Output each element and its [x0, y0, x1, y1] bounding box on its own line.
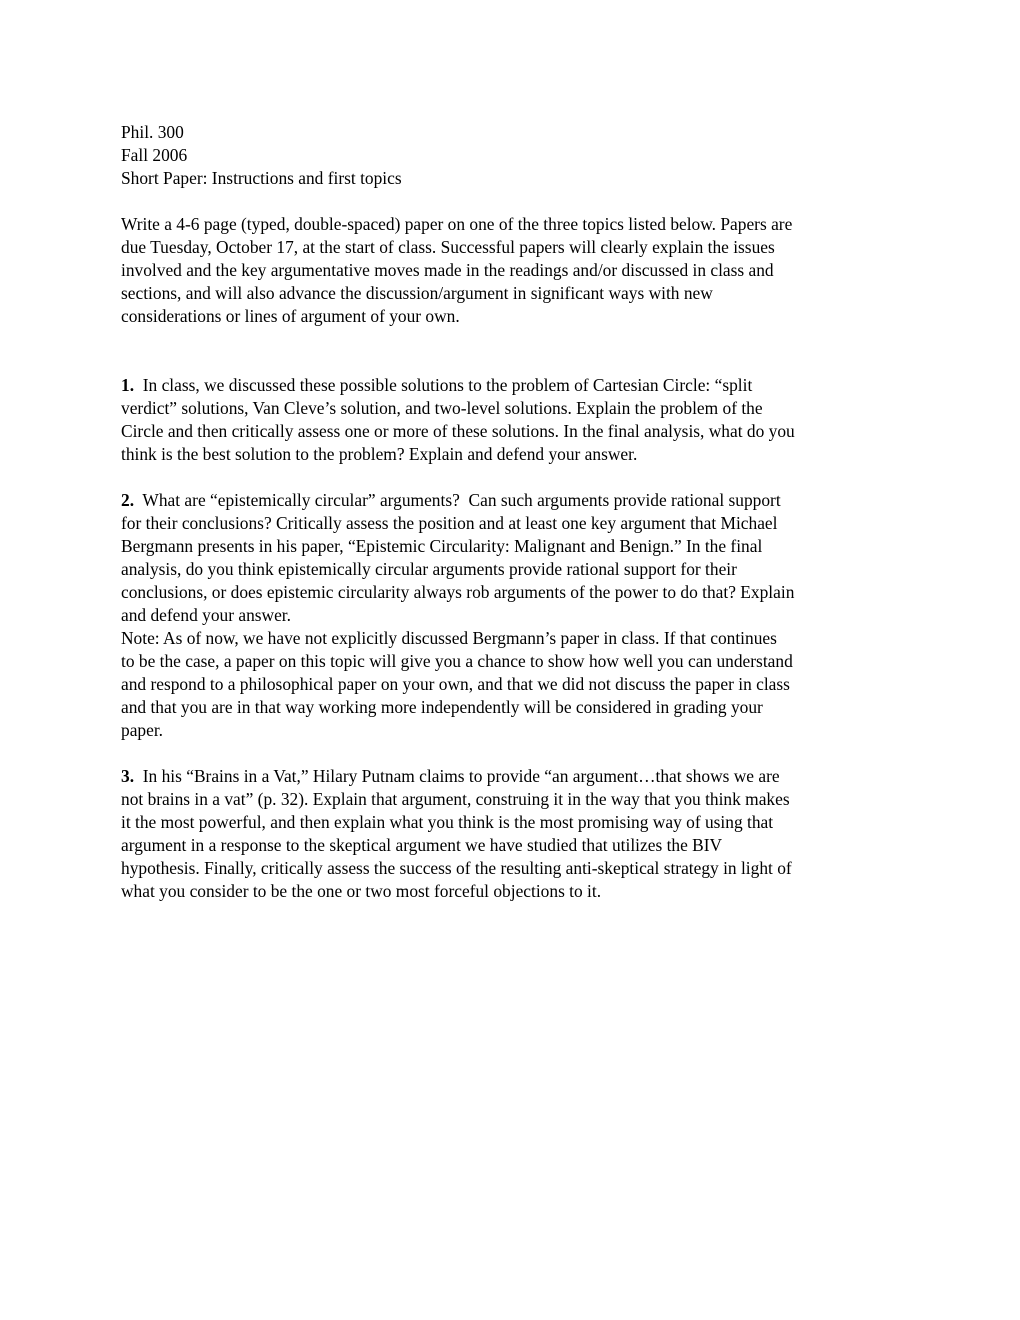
topic-number: 2. [121, 490, 135, 510]
note-line: and that you are in that way working more independently will be considered in grading your [121, 697, 763, 717]
topic-line: what you consider to be the one or two most forceful objections to it. [121, 881, 602, 901]
topic-number: 3. [121, 766, 135, 786]
topic-line: for their conclusions? Critically assess the position and at least one key argument that Michael [121, 513, 778, 533]
topic-line: hypothesis. Finally, critically assess the success of the resulting anti-skeptical strategy in light of [121, 858, 792, 878]
topic-line-text: In class, we discussed these possible solutions to the problem of Cartesian Circle: “split [134, 375, 753, 395]
topic-first-line [121, 765, 911, 788]
topic-line: argument in a response to the skeptical argument we have studied that utilizes the BIV [121, 835, 723, 855]
note-line: Note: As of now, we have not explicitly discussed Bergmann’s paper in class. If that continues [121, 628, 777, 648]
intro-line: sections, and will also advance the discussion/argument in significant ways with new [121, 283, 713, 303]
topic-line: Bergmann presents in his paper, “Epistemic Circularity: Malignant and Benign.” In the final [121, 536, 763, 556]
note-line: and respond to a philosophical paper on your own, and that we did not discuss the paper in class [121, 674, 790, 694]
intro-line: involved and the key argumentative moves made in the readings and/or discussed in class and [121, 260, 774, 280]
topic-2 [121, 489, 911, 742]
topic-first-line [121, 489, 911, 512]
topic-1 [121, 374, 911, 466]
topic-line-text: In his “Brains in a Vat,” Hilary Putnam claims to provide “an argument…that shows we are [134, 766, 780, 786]
note-line: to be the case, a paper on this topic will give you a chance to show how well you can understand [121, 651, 793, 671]
topic-line: think is the best solution to the problem? Explain and defend your answer. [121, 444, 638, 464]
topic-3 [121, 765, 911, 903]
intro-line: considerations or lines of argument of your own. [121, 306, 460, 326]
topic-line-text: What are “epistemically circular” arguments? Can such arguments provide rational support [134, 490, 781, 510]
intro-paragraph [121, 213, 911, 328]
intro-line: Write a 4-6 page (typed, double-spaced) paper on one of the three topics listed below. Papers are [121, 214, 793, 234]
topic-line: verdict” solutions, Van Cleve’s solution, and two-level solutions. Explain the problem of the [121, 398, 763, 418]
topic-first-line [121, 374, 911, 397]
topic-line: not brains in a vat” (p. 32). Explain that argument, construing it in the way that you think makes [121, 789, 790, 809]
topic-line: conclusions, or does epistemic circularity always rob arguments of the power to do that? Explain [121, 582, 795, 602]
course-label: Phil. 300 [121, 122, 184, 142]
document-page [121, 121, 911, 926]
topic-line: analysis, do you think epistemically circular arguments provide rational support for their [121, 559, 737, 579]
term-label: Fall 2006 [121, 145, 188, 165]
note-line: paper. [121, 720, 164, 740]
document-title: Short Paper: Instructions and first topics [121, 168, 402, 188]
topic-line: and defend your answer. [121, 605, 291, 625]
topic-number: 1. [121, 375, 135, 395]
document-header [121, 121, 911, 190]
intro-line: due Tuesday, October 17, at the start of class. Successful papers will clearly explain the issues [121, 237, 775, 257]
topic-line: Circle and then critically assess one or more of these solutions. In the final analysis, what do you [121, 421, 795, 441]
topic-line: it the most powerful, and then explain what you think is the most promising way of using that [121, 812, 774, 832]
